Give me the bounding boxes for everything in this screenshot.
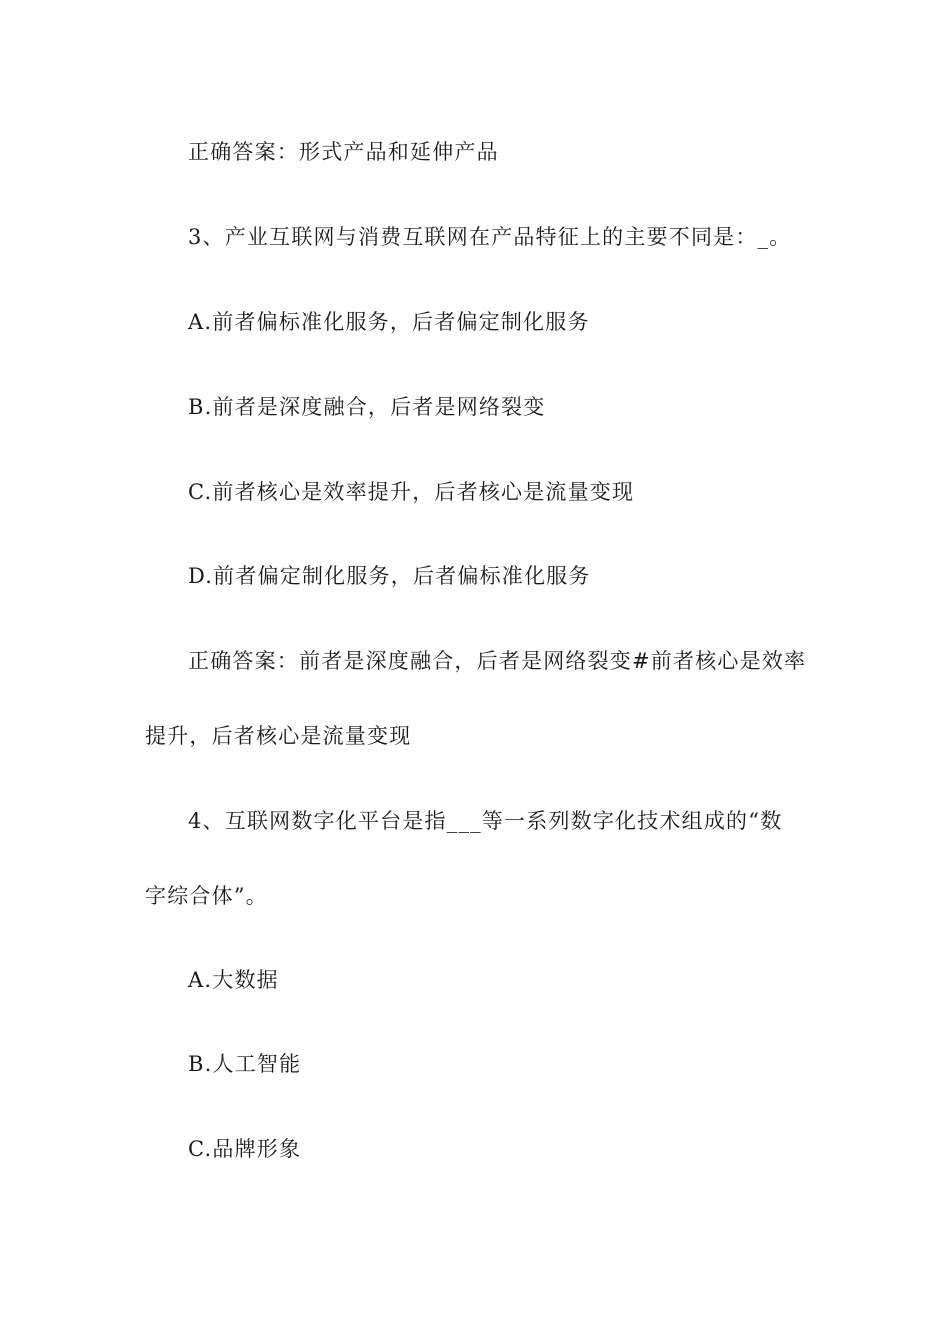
q2-answer: 正确答案：形式产品和延伸产品 bbox=[188, 140, 499, 164]
q4-option-a: A.大数据 bbox=[188, 968, 279, 992]
q3-answer-line-2: 提升，后者核心是流量变现 bbox=[145, 724, 412, 748]
q4-question-line-2: 字综合体”。 bbox=[145, 884, 268, 908]
q3-option-b: B.前者是深度融合，后者是网络裂变 bbox=[188, 395, 546, 419]
q4-option-b: B.人工智能 bbox=[188, 1052, 302, 1076]
q3-option-a: A.前者偏标准化服务，后者偏定制化服务 bbox=[188, 310, 590, 334]
q3-option-d: D.前者偏定制化服务，后者偏标准化服务 bbox=[188, 564, 591, 588]
q3-question: 3、产业互联网与消费互联网在产品特征上的主要不同是：_。 bbox=[188, 225, 792, 249]
q3-answer-line-1: 正确答案：前者是深度融合，后者是网络裂变#前者核心是效率 bbox=[188, 649, 807, 673]
q3-option-c: C.前者核心是效率提升，后者核心是流量变现 bbox=[188, 480, 635, 504]
q4-option-c: C.品牌形象 bbox=[188, 1137, 302, 1161]
q4-question-line-1: 4、互联网数字化平台是指___等一系列数字化技术组成的“数 bbox=[188, 809, 783, 833]
